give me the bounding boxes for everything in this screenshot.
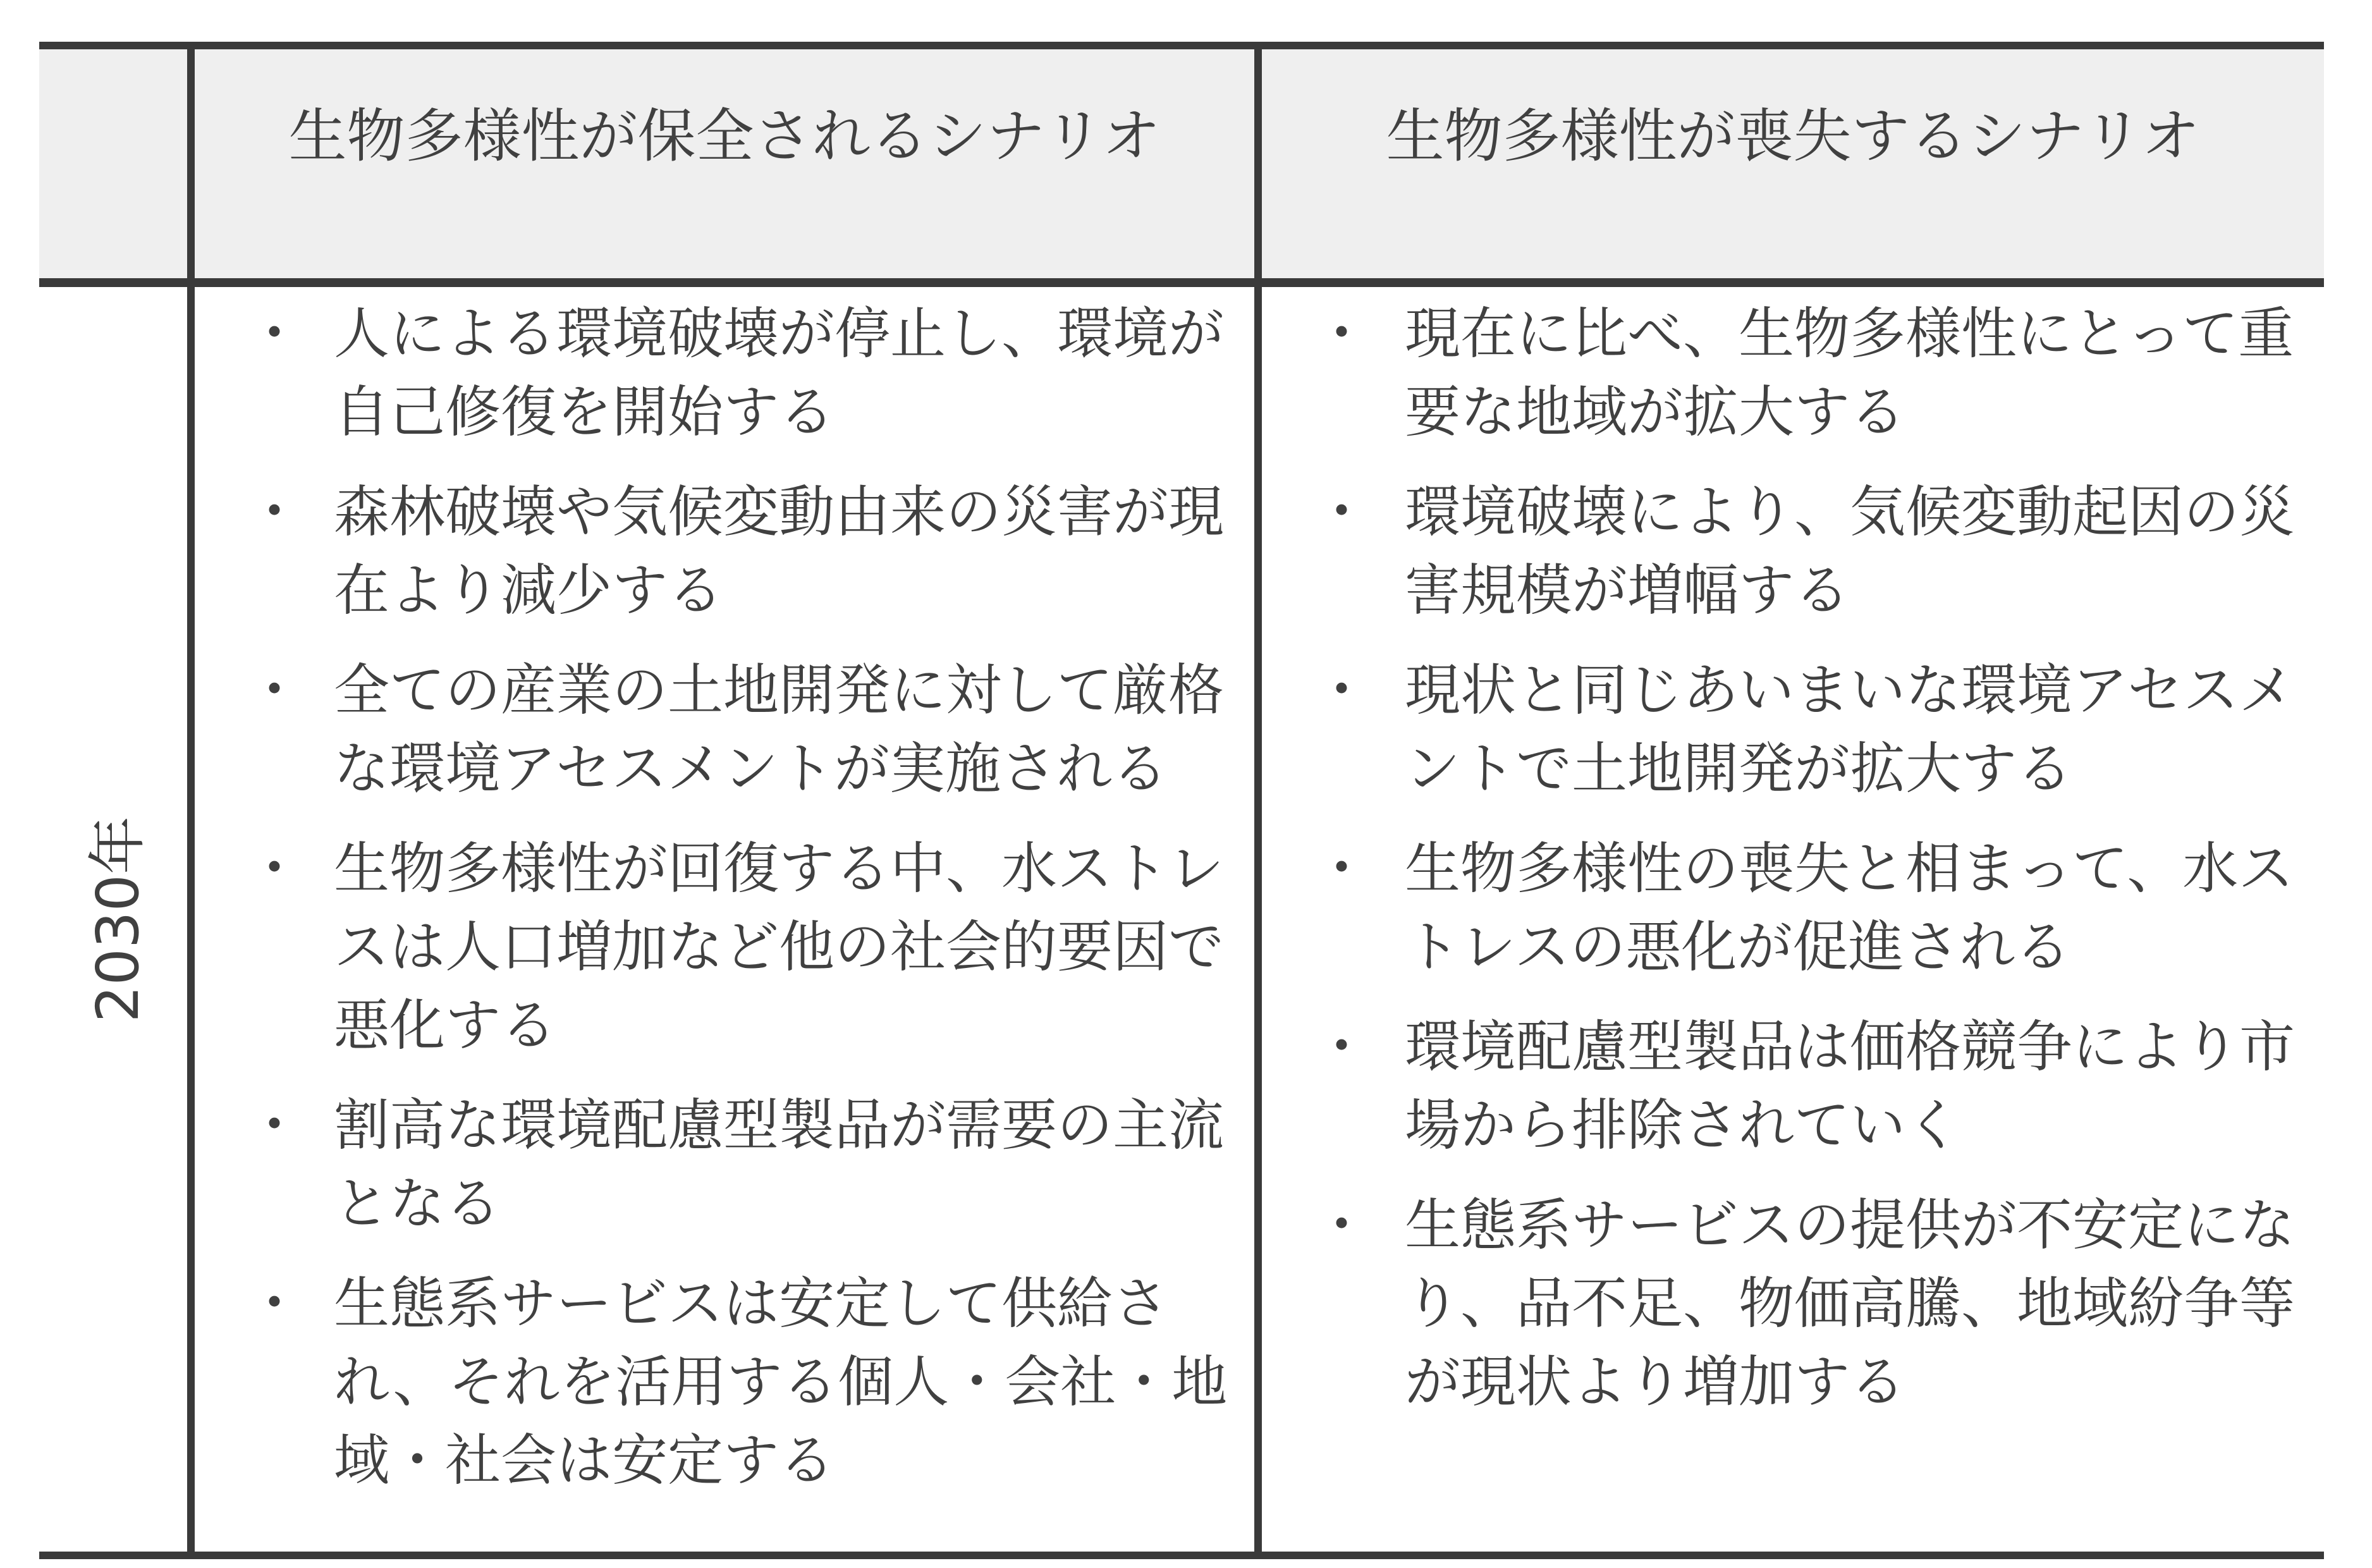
list-item-text: 全ての産業の土地開発に対して厳格な環境アセスメントが実施される bbox=[334, 658, 1225, 801]
bullet: ・ bbox=[245, 1091, 304, 1159]
bullet: ・ bbox=[245, 835, 304, 902]
list-item-text: 環境配慮型製品は価格競争により市場から排除されていく bbox=[1405, 1014, 2296, 1158]
list-item bbox=[195, 830, 1250, 1065]
bullet: ・ bbox=[245, 656, 304, 724]
bullet: ・ bbox=[245, 300, 304, 367]
list-item-text: 人による環境破壊が停止し、環境が自己修復を開始する bbox=[334, 301, 1225, 444]
table-top-border bbox=[39, 42, 2324, 49]
bullet: ・ bbox=[1312, 1191, 1371, 1259]
list-item-text: 生物多様性が回復する中、水ストレスは人口増加など他の社会的要因で悪化する bbox=[334, 836, 1225, 1058]
list-item-text: 割高な環境配慮型製品が需要の主流となる bbox=[334, 1093, 1225, 1236]
list-item bbox=[1262, 295, 2321, 451]
list-item bbox=[195, 651, 1250, 808]
bullet: ・ bbox=[1312, 478, 1371, 546]
scenario-column-divider bbox=[1254, 42, 1262, 1559]
list-item bbox=[195, 1265, 1250, 1500]
list-item-text: 生態系サービスは安定して供給され、それを活用する個人・会社・地域・社会は安定する bbox=[334, 1271, 1228, 1493]
list-item bbox=[1262, 1186, 2321, 1421]
table-bottom-border bbox=[39, 1552, 2324, 1559]
scenario-table bbox=[39, 42, 2324, 1559]
bullet: ・ bbox=[245, 478, 304, 546]
list-item bbox=[195, 473, 1250, 630]
list-item-text: 森林破壊や気候変動由来の災害が現在より減少する bbox=[334, 479, 1225, 623]
list-item bbox=[1262, 1008, 2321, 1165]
header-lost-scenario: 生物多様性が喪失するシナリオ bbox=[1386, 102, 2200, 170]
lost-scenario-list bbox=[1262, 295, 2321, 1443]
list-item bbox=[1262, 830, 2321, 986]
list-item bbox=[1262, 651, 2321, 808]
list-item-text: 生態系サービスの提供が不安定になり、品不足、物価高騰、地域紛争等が現状より増加する bbox=[1405, 1192, 2296, 1414]
list-item bbox=[1262, 473, 2321, 630]
bullet: ・ bbox=[1312, 835, 1371, 902]
list-item-text: 現状と同じあいまいな環境アセスメントで土地開発が拡大する bbox=[1405, 658, 2295, 801]
bullet: ・ bbox=[1312, 300, 1371, 367]
year-column-divider bbox=[187, 42, 195, 1559]
list-item-text: 環境破壊により、気候変動起因の災害規模が増幅する bbox=[1405, 479, 2296, 623]
year-cell bbox=[39, 287, 187, 1552]
header-divider bbox=[39, 278, 2324, 287]
list-item bbox=[195, 1086, 1250, 1243]
year-label: 2030年 bbox=[84, 816, 152, 1023]
bullet: ・ bbox=[245, 1270, 304, 1337]
bullet: ・ bbox=[1312, 656, 1371, 724]
list-item-text: 現在に比べ、生物多様性にとって重要な地域が拡大する bbox=[1405, 301, 2294, 444]
header-conserved-scenario: 生物多様性が保全されるシナリオ bbox=[288, 102, 1161, 170]
list-item bbox=[195, 295, 1250, 451]
bullet: ・ bbox=[1312, 1013, 1371, 1081]
list-item-text: 生物多様性の喪失と相まって、水ストレスの悪化が促進される bbox=[1405, 836, 2294, 979]
conserved-scenario-list bbox=[195, 295, 1250, 1521]
